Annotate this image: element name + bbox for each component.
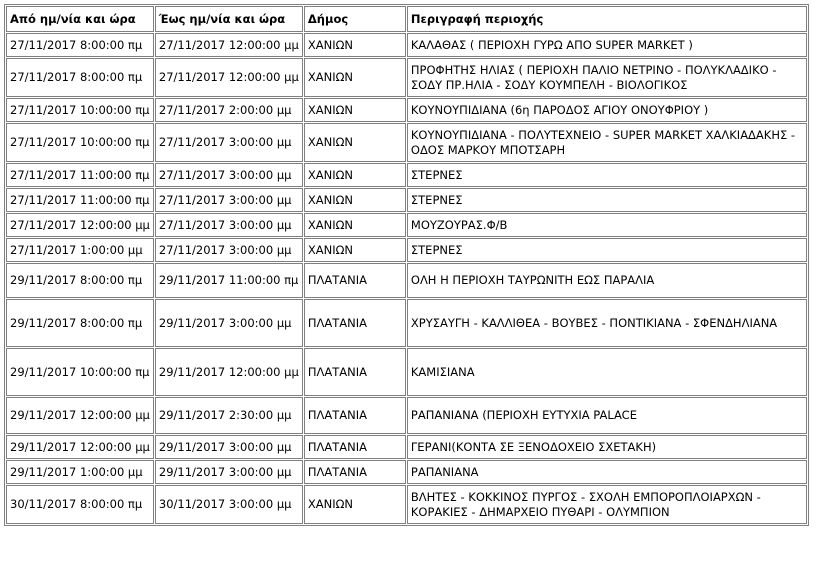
table-header-row xyxy=(6,6,807,32)
cell-municipality: ΧΑΝΙΩΝ xyxy=(304,163,406,187)
table-row xyxy=(6,485,807,524)
cell-from-datetime: 29/11/2017 12:00:00 μμ xyxy=(6,397,154,434)
table-row xyxy=(6,163,807,187)
cell-from-datetime: 27/11/2017 1:00:00 μμ xyxy=(6,238,154,262)
cell-area-description: ΧΡΥΣΑΥΓΗ - ΚΑΛΛΙΘΕΑ - ΒΟΥΒΕΣ - ΠΟΝΤΙΚΙΑΝΑ - ΣΦΕΝΔΗΛΙΑΝΑ xyxy=(407,299,807,347)
table-row xyxy=(6,123,807,162)
cell-from-datetime: 27/11/2017 8:00:00 πμ xyxy=(6,33,154,57)
cell-area-description: ΚΟΥΝΟΥΠΙΔΙΑΝΑ (6η ΠΑΡΟΔΟΣ ΑΓΙΟΥ ΟΝΟΥΦΡΙΟΥ ) xyxy=(407,98,807,122)
cell-from-datetime: 29/11/2017 12:00:00 μμ xyxy=(6,435,154,459)
cell-area-description: ΓΕΡΑΝΙ(ΚΟΝΤΑ ΣΕ ΞΕΝΟΔΟΧΕΙΟ ΣΧΕΤΑΚΗ) xyxy=(407,435,807,459)
cell-municipality: ΠΛΑΤΑΝΙΑ xyxy=(304,263,406,298)
cell-area-description: ΒΛΗΤΕΣ - ΚΟΚΚΙΝΟΣ ΠΥΡΓΟΣ - ΣΧΟΛΗ ΕΜΠΟΡΟΠΛΟΙΑΡΧΩΝ - ΚΟΡΑΚΙΕΣ - ΔΗΜΑΡΧΕΙΟ ΠΥΘΑΡΙ - ΟΛΥΜΠΙΟΝ xyxy=(407,485,807,524)
cell-area-description: ΡΑΠΑΝΙΑΝΑ (ΠΕΡΙΟΧΗ ΕΥΤΥΧΙΑ PALACE xyxy=(407,397,807,434)
cell-municipality: ΧΑΝΙΩΝ xyxy=(304,33,406,57)
cell-to-datetime: 27/11/2017 3:00:00 μμ xyxy=(155,188,303,212)
table-row xyxy=(6,397,807,434)
cell-area-description: ΡΑΠΑΝΙΑΝΑ xyxy=(407,460,807,484)
cell-from-datetime: 29/11/2017 8:00:00 πμ xyxy=(6,299,154,347)
cell-from-datetime: 27/11/2017 10:00:00 πμ xyxy=(6,123,154,162)
cell-to-datetime: 27/11/2017 12:00:00 μμ xyxy=(155,58,303,97)
cell-area-description: ΟΛΗ Η ΠΕΡΙΟΧΗ ΤΑΥΡΩΝΙΤΗ ΕΩΣ ΠΑΡΑΛΙΑ xyxy=(407,263,807,298)
table-row xyxy=(6,348,807,396)
cell-to-datetime: 27/11/2017 12:00:00 μμ xyxy=(155,33,303,57)
cell-to-datetime: 30/11/2017 3:00:00 μμ xyxy=(155,485,303,524)
cell-municipality: ΧΑΝΙΩΝ xyxy=(304,123,406,162)
cell-to-datetime: 29/11/2017 2:30:00 μμ xyxy=(155,397,303,434)
cell-municipality: ΠΛΑΤΑΝΙΑ xyxy=(304,435,406,459)
cell-area-description: ΚΑΜΙΣΙΑΝΑ xyxy=(407,348,807,396)
cell-to-datetime: 27/11/2017 3:00:00 μμ xyxy=(155,123,303,162)
cell-to-datetime: 29/11/2017 3:00:00 μμ xyxy=(155,299,303,347)
table-row xyxy=(6,238,807,262)
cell-from-datetime: 27/11/2017 12:00:00 μμ xyxy=(6,213,154,237)
table-row xyxy=(6,33,807,57)
cell-from-datetime: 27/11/2017 11:00:00 πμ xyxy=(6,163,154,187)
cell-from-datetime: 27/11/2017 11:00:00 πμ xyxy=(6,188,154,212)
cell-municipality: ΠΛΑΤΑΝΙΑ xyxy=(304,299,406,347)
outage-schedule-table xyxy=(4,4,809,526)
header-municipality: Δήμος xyxy=(304,6,406,32)
cell-area-description: ΜΟΥΖΟΥΡΑΣ.Φ/Β xyxy=(407,213,807,237)
cell-to-datetime: 27/11/2017 3:00:00 μμ xyxy=(155,213,303,237)
cell-to-datetime: 27/11/2017 3:00:00 μμ xyxy=(155,238,303,262)
cell-municipality: ΧΑΝΙΩΝ xyxy=(304,238,406,262)
cell-area-description: ΠΡΟΦΗΤΗΣ ΗΛΙΑΣ ( ΠΕΡΙΟΧΗ ΠΑΛΙΟ ΝΕΤΡΙΝΟ - ΠΟΛΥΚΛΑΔΙΚΟ - ΣΟΔΥ ΠΡ.ΗΛΙΑ - ΣΟΔΥ ΚΟΥΜΠΕΛΗ - ΒΙΟΛΟΓΙΚΟΣ xyxy=(407,58,807,97)
cell-to-datetime: 29/11/2017 3:00:00 μμ xyxy=(155,435,303,459)
header-from-datetime: Από ημ/νία και ώρα xyxy=(6,6,154,32)
cell-from-datetime: 29/11/2017 8:00:00 πμ xyxy=(6,263,154,298)
header-area-description: Περιγραφή περιοχής xyxy=(407,6,807,32)
cell-municipality: ΠΛΑΤΑΝΙΑ xyxy=(304,348,406,396)
cell-from-datetime: 29/11/2017 10:00:00 πμ xyxy=(6,348,154,396)
table-row xyxy=(6,299,807,347)
outage-table-container xyxy=(4,4,809,526)
table-body xyxy=(6,33,807,524)
cell-to-datetime: 29/11/2017 3:00:00 μμ xyxy=(155,460,303,484)
table-row xyxy=(6,188,807,212)
table-row xyxy=(6,263,807,298)
table-row xyxy=(6,98,807,122)
table-row xyxy=(6,213,807,237)
header-to-datetime: Έως ημ/νία και ώρα xyxy=(155,6,303,32)
cell-municipality: ΧΑΝΙΩΝ xyxy=(304,58,406,97)
cell-from-datetime: 30/11/2017 8:00:00 πμ xyxy=(6,485,154,524)
cell-municipality: ΧΑΝΙΩΝ xyxy=(304,213,406,237)
table-row xyxy=(6,58,807,97)
cell-area-description: ΣΤΕΡΝΕΣ xyxy=(407,238,807,262)
cell-area-description: ΣΤΕΡΝΕΣ xyxy=(407,163,807,187)
cell-to-datetime: 27/11/2017 3:00:00 μμ xyxy=(155,163,303,187)
cell-municipality: ΠΛΑΤΑΝΙΑ xyxy=(304,460,406,484)
cell-area-description: ΚΑΛΑΘΑΣ ( ΠΕΡΙΟΧΗ ΓΥΡΩ ΑΠΟ SUPER MARKET ) xyxy=(407,33,807,57)
cell-to-datetime: 29/11/2017 12:00:00 μμ xyxy=(155,348,303,396)
table-row xyxy=(6,435,807,459)
table-row xyxy=(6,460,807,484)
cell-municipality: ΧΑΝΙΩΝ xyxy=(304,188,406,212)
cell-area-description: ΣΤΕΡΝΕΣ xyxy=(407,188,807,212)
cell-municipality: ΧΑΝΙΩΝ xyxy=(304,485,406,524)
cell-municipality: ΧΑΝΙΩΝ xyxy=(304,98,406,122)
cell-to-datetime: 29/11/2017 11:00:00 πμ xyxy=(155,263,303,298)
cell-from-datetime: 29/11/2017 1:00:00 μμ xyxy=(6,460,154,484)
cell-to-datetime: 27/11/2017 2:00:00 μμ xyxy=(155,98,303,122)
cell-from-datetime: 27/11/2017 8:00:00 πμ xyxy=(6,58,154,97)
cell-municipality: ΠΛΑΤΑΝΙΑ xyxy=(304,397,406,434)
cell-from-datetime: 27/11/2017 10:00:00 πμ xyxy=(6,98,154,122)
cell-area-description: ΚΟΥΝΟΥΠΙΔΙΑΝΑ - ΠΟΛΥΤΕΧΝΕΙΟ - SUPER MARKET ΧΑΛΚΙΑΔΑΚΗΣ - ΟΔΟΣ ΜΑΡΚΟΥ ΜΠΟΤΣΑΡΗ xyxy=(407,123,807,162)
